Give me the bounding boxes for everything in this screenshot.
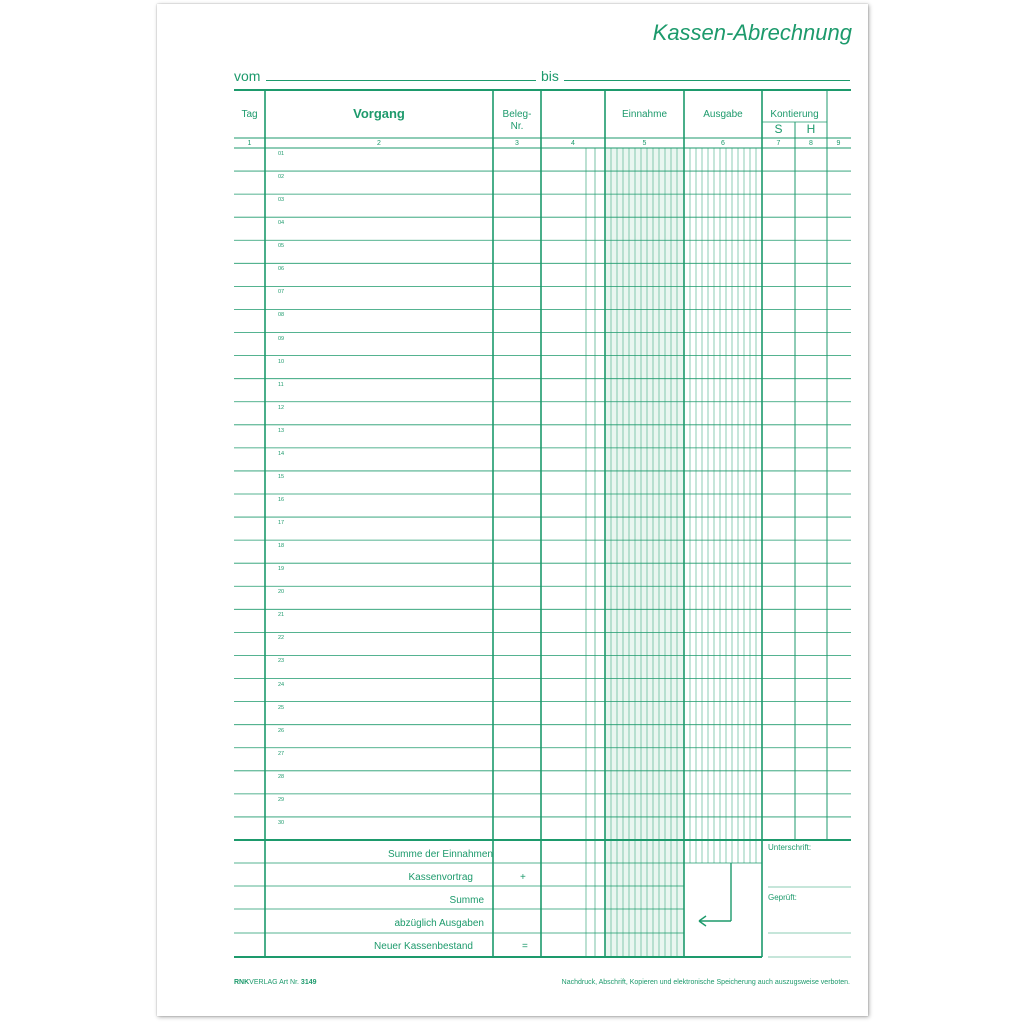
row-number: 29 [278,796,285,803]
row-number: 21 [278,612,285,619]
form-title: Kassen-Abrechnung [652,20,852,45]
row-number: 01 [278,151,285,157]
row-number: 06 [278,266,285,273]
publisher-footer [234,979,317,986]
row-number: 22 [278,635,285,642]
row-number: 15 [278,473,285,480]
column-number: 9 [836,140,841,147]
row-number: 13 [278,427,285,434]
column-number: 3 [515,140,519,147]
column-number: 6 [721,140,725,147]
row-number: 25 [278,704,285,711]
row-number: 20 [278,589,285,596]
header-beleg-2: Nr. [510,121,524,132]
header-vorgang: Vorgang [353,106,405,121]
checked-label: Geprüft: [768,893,797,902]
signature-label: Unterschrift: [768,843,812,852]
arrow-head [699,916,706,921]
row-number: 17 [278,520,285,527]
column-number: 5 [642,140,647,147]
equals-sign: = [522,941,528,952]
article-number: 3149 [300,979,317,986]
plus-sign: + [520,872,526,883]
row-number: 12 [278,404,285,411]
sum-label: Summe [449,895,484,906]
copyright-notice: Nachdruck, Abschrift, Kopieren und elektronische Speicherung auch auszugsweise verboten. [561,979,850,986]
row-number: 19 [278,566,285,573]
row-number: 30 [278,819,285,826]
row-number: 18 [278,543,285,550]
column-number: 7 [776,140,781,147]
row-number: 23 [278,658,285,665]
column-number: 8 [809,140,813,147]
carry-forward-label: Kassenvortrag [408,872,473,883]
column-number: 4 [571,140,575,147]
publisher-name: VERLAG Art Nr. [249,979,299,986]
publisher-brand: RNK [234,979,250,986]
header-beleg-1: Beleg- [502,109,532,120]
header-kontierung: Kontierung [770,109,819,120]
row-number: 03 [278,197,285,204]
row-number: 08 [278,312,285,319]
row-number: 09 [278,335,285,342]
header-haben: H [806,122,816,136]
header-tag: Tag [241,109,258,120]
header-soll: S [774,122,783,136]
row-number: 16 [278,497,285,503]
row-number: 07 [278,289,285,296]
sum-income-label: Summe der Einnahmen [387,849,493,860]
header-ausgabe: Ausgabe [703,109,743,120]
row-number: 10 [278,358,285,365]
minus-expenses-label: abzüglich Ausgaben [394,918,484,929]
row-number: 02 [278,174,285,181]
period-from-label: vom [234,68,261,84]
header-einnahme: Einnahme [621,109,668,120]
column-number: 2 [377,140,381,147]
row-number: 11 [278,381,284,388]
row-number: 24 [278,681,285,688]
row-number: 04 [278,220,285,227]
row-number: 05 [278,243,285,250]
arrow-head [699,921,706,926]
row-number: 27 [278,750,285,757]
column-number: 1 [247,140,252,147]
row-number: 26 [278,727,285,734]
row-number: 28 [278,773,285,780]
new-balance-label: Neuer Kassenbestand [374,941,473,952]
row-number: 14 [278,450,285,457]
period-to-label: bis [541,68,559,84]
